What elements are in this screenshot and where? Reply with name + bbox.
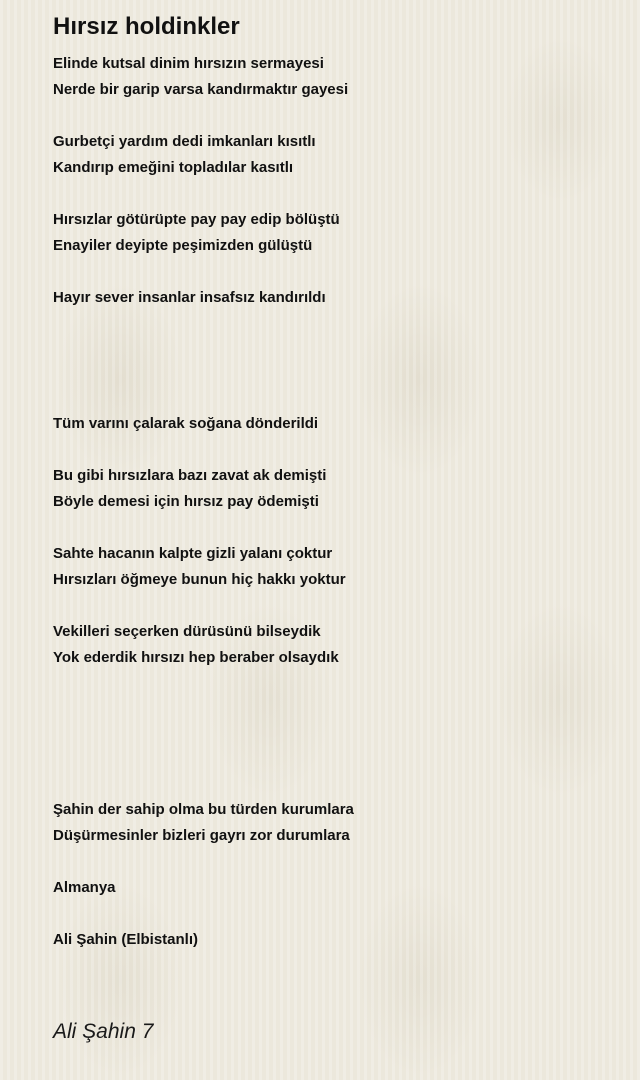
poem-line: Hayır sever insanlar insafsız kandırıldı [53, 289, 326, 306]
poem-line: Tüm varını çalarak soğana dönderildi [53, 415, 319, 432]
poem-location: Almanya [53, 879, 116, 896]
poem-title: Hırsız holdinkler [53, 13, 240, 40]
poem-author-line: Ali Şahin (Elbistanlı) [53, 931, 199, 948]
poem-line: Hırsızlar götürüpte pay pay edip bölüştü [53, 211, 340, 228]
poem-line: Kandırıp emeğini topladılar kasıtlı [53, 159, 294, 176]
poem-line: Yok ederdik hırsızı hep beraber olsaydık [53, 649, 339, 666]
poem-line: Düşürmesinler bizleri gayrı zor durumlara [53, 827, 350, 844]
poem-line: Vekilleri seçerken dürüsünü bilseydik [53, 623, 321, 640]
poem-line: Böyle demesi için hırsız pay ödemişti [53, 493, 319, 510]
poem-line: Şahin der sahip olma bu türden kurumlara [53, 801, 354, 818]
poem-line: Hırsızları öğmeye bunun hiç hakkı yoktur [53, 571, 346, 588]
poem-line: Bu gibi hırsızlara bazı zavat ak demişti [53, 467, 327, 484]
poem-line: Sahte hacanın kalpte gizli yalanı çoktur [53, 545, 333, 562]
poem-line: Gurbetçi yardım dedi imkanları kısıtlı [53, 133, 316, 150]
poem-line: Enayiler deyipte peşimizden gülüştü [53, 237, 313, 254]
poem-line: Elinde kutsal dinim hırsızın sermayesi [53, 55, 324, 72]
author-signature: Ali Şahin 7 [53, 1020, 154, 1043]
poem-line: Nerde bir garip varsa kandırmaktır gayesi [53, 81, 349, 98]
